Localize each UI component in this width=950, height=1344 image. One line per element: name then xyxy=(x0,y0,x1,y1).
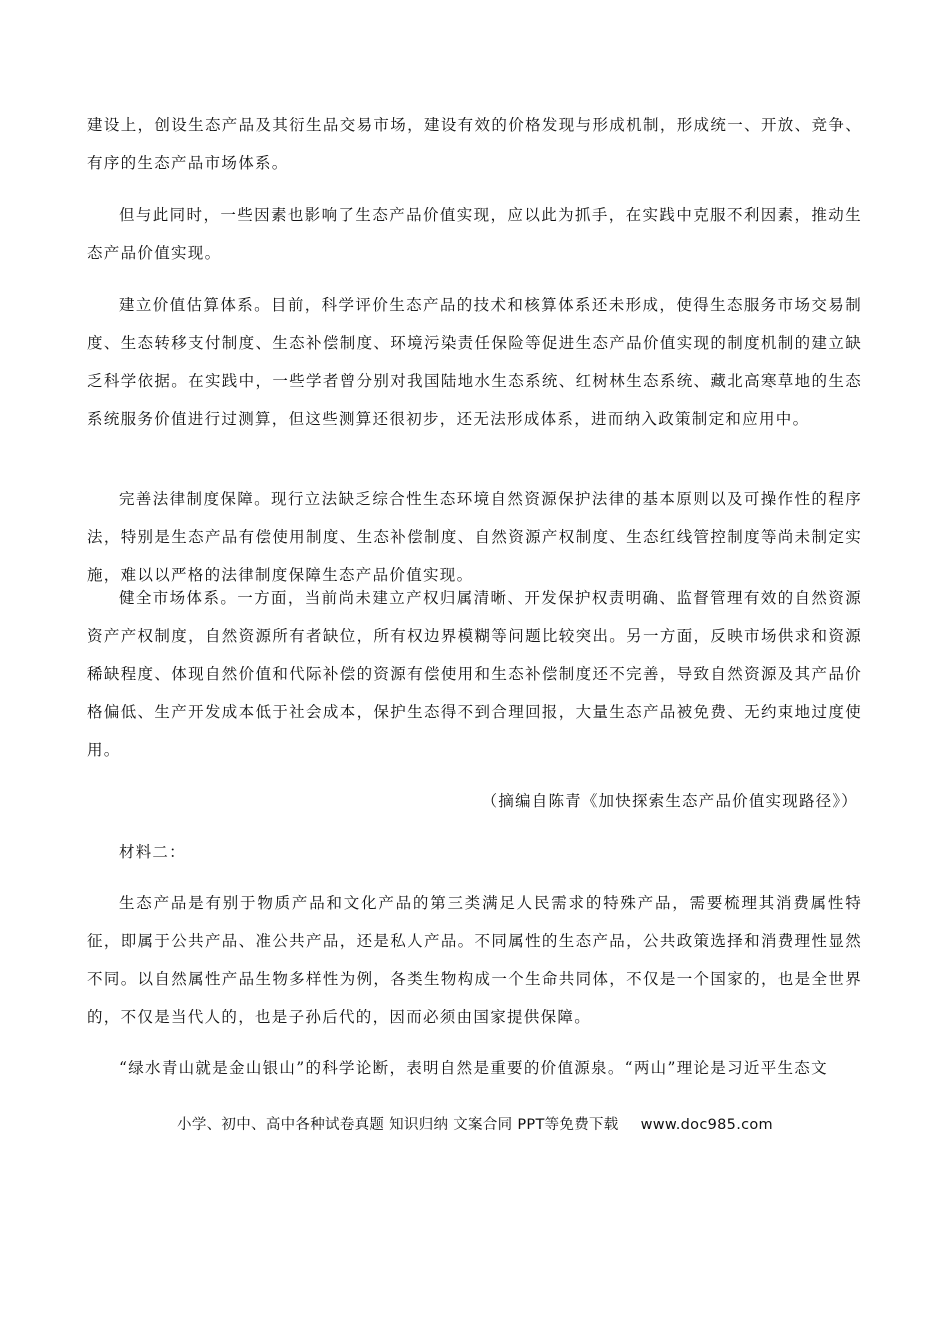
paragraph-market-system: 健全市场体系。一方面，当前尚未建立产权归属清晰、开发保护权责明确、监督管理有效的自然资源资产产权制度，自然资源所有者缺位，所有权边界模糊等问题比较突出。另一方面，反映市场供求和资源稀缺程度、体现自然价值和代际补偿的资源有偿使用和生态补偿制度还不完善，导致自然资源及其产品价格偏低、生产开发成本低于社会成本，保护生态得不到合理回报，大量生态产品被免费、无约束地过度使用。 xyxy=(87,589,862,759)
paragraph-value-estimation: 建立价值估算体系。目前，科学评价生态产品的技术和核算体系还未形成，使得生态服务市场交易制度、生态转移支付制度、生态补偿制度、环境污染责任保险等促进生态产品价值实现的制度机制的建立缺乏科学依据。在实践中，一些学者曾分别对我国陆地水生态系统、红树林生态系统、藏北高寒草地的生态系统服务价值进行过测算，但这些测算还很初步，还无法形成体系，进而纳入政策制定和应用中。 xyxy=(87,296,862,428)
source-citation: （摘编自陈青《加快探索生态产品价值实现路径》） xyxy=(481,792,858,810)
paragraph-two-mountains: “绿水青山就是金山银山”的科学论断，表明自然是重要的价值源泉。“两山”理论是习近平生态文 xyxy=(119,1059,828,1077)
page-footer xyxy=(0,1113,950,1137)
footer-url: www.doc985.com xyxy=(640,1117,773,1133)
footer-text: 小学、初中、高中各种试卷真题 知识归纳 文案合同 PPT等免费下载 xyxy=(177,1117,619,1133)
paragraph-legal-system: 完善法律制度保障。现行立法缺乏综合性生态环境自然资源保护法律的基本原则以及可操作性的程序法，特别是生态产品有偿使用制度、生态补偿制度、自然资源产权制度、生态红线管控制度等尚未制定实施，难以以严格的法律制度保障生态产品价值实现。 xyxy=(87,490,862,584)
paragraph-market-construction: 建设上，创设生态产品及其衍生品交易市场，建设有效的价格发现与形成机制，形成统一、开放、竞争、有序的生态产品市场体系。 xyxy=(87,116,862,172)
paragraph-influencing-factors: 但与此同时，一些因素也影响了生态产品价值实现，应以此为抓手，在实践中克服不利因素，推动生态产品价值实现。 xyxy=(87,206,862,262)
material-two-label: 材料二： xyxy=(119,843,186,861)
paragraph-ecological-products: 生态产品是有别于物质产品和文化产品的第三类满足人民需求的特殊产品，需要梳理其消费属性特征，即属于公共产品、准公共产品，还是私人产品。不同属性的生态产品，公共政策选择和消费理性显然不同。以自然属性产品生物多样性为例，各类生物构成一个生命共同体，不仅是一个国家的，也是全世界的，不仅是当代人的，也是子孙后代的，因而必须由国家提供保障。 xyxy=(87,894,862,1026)
